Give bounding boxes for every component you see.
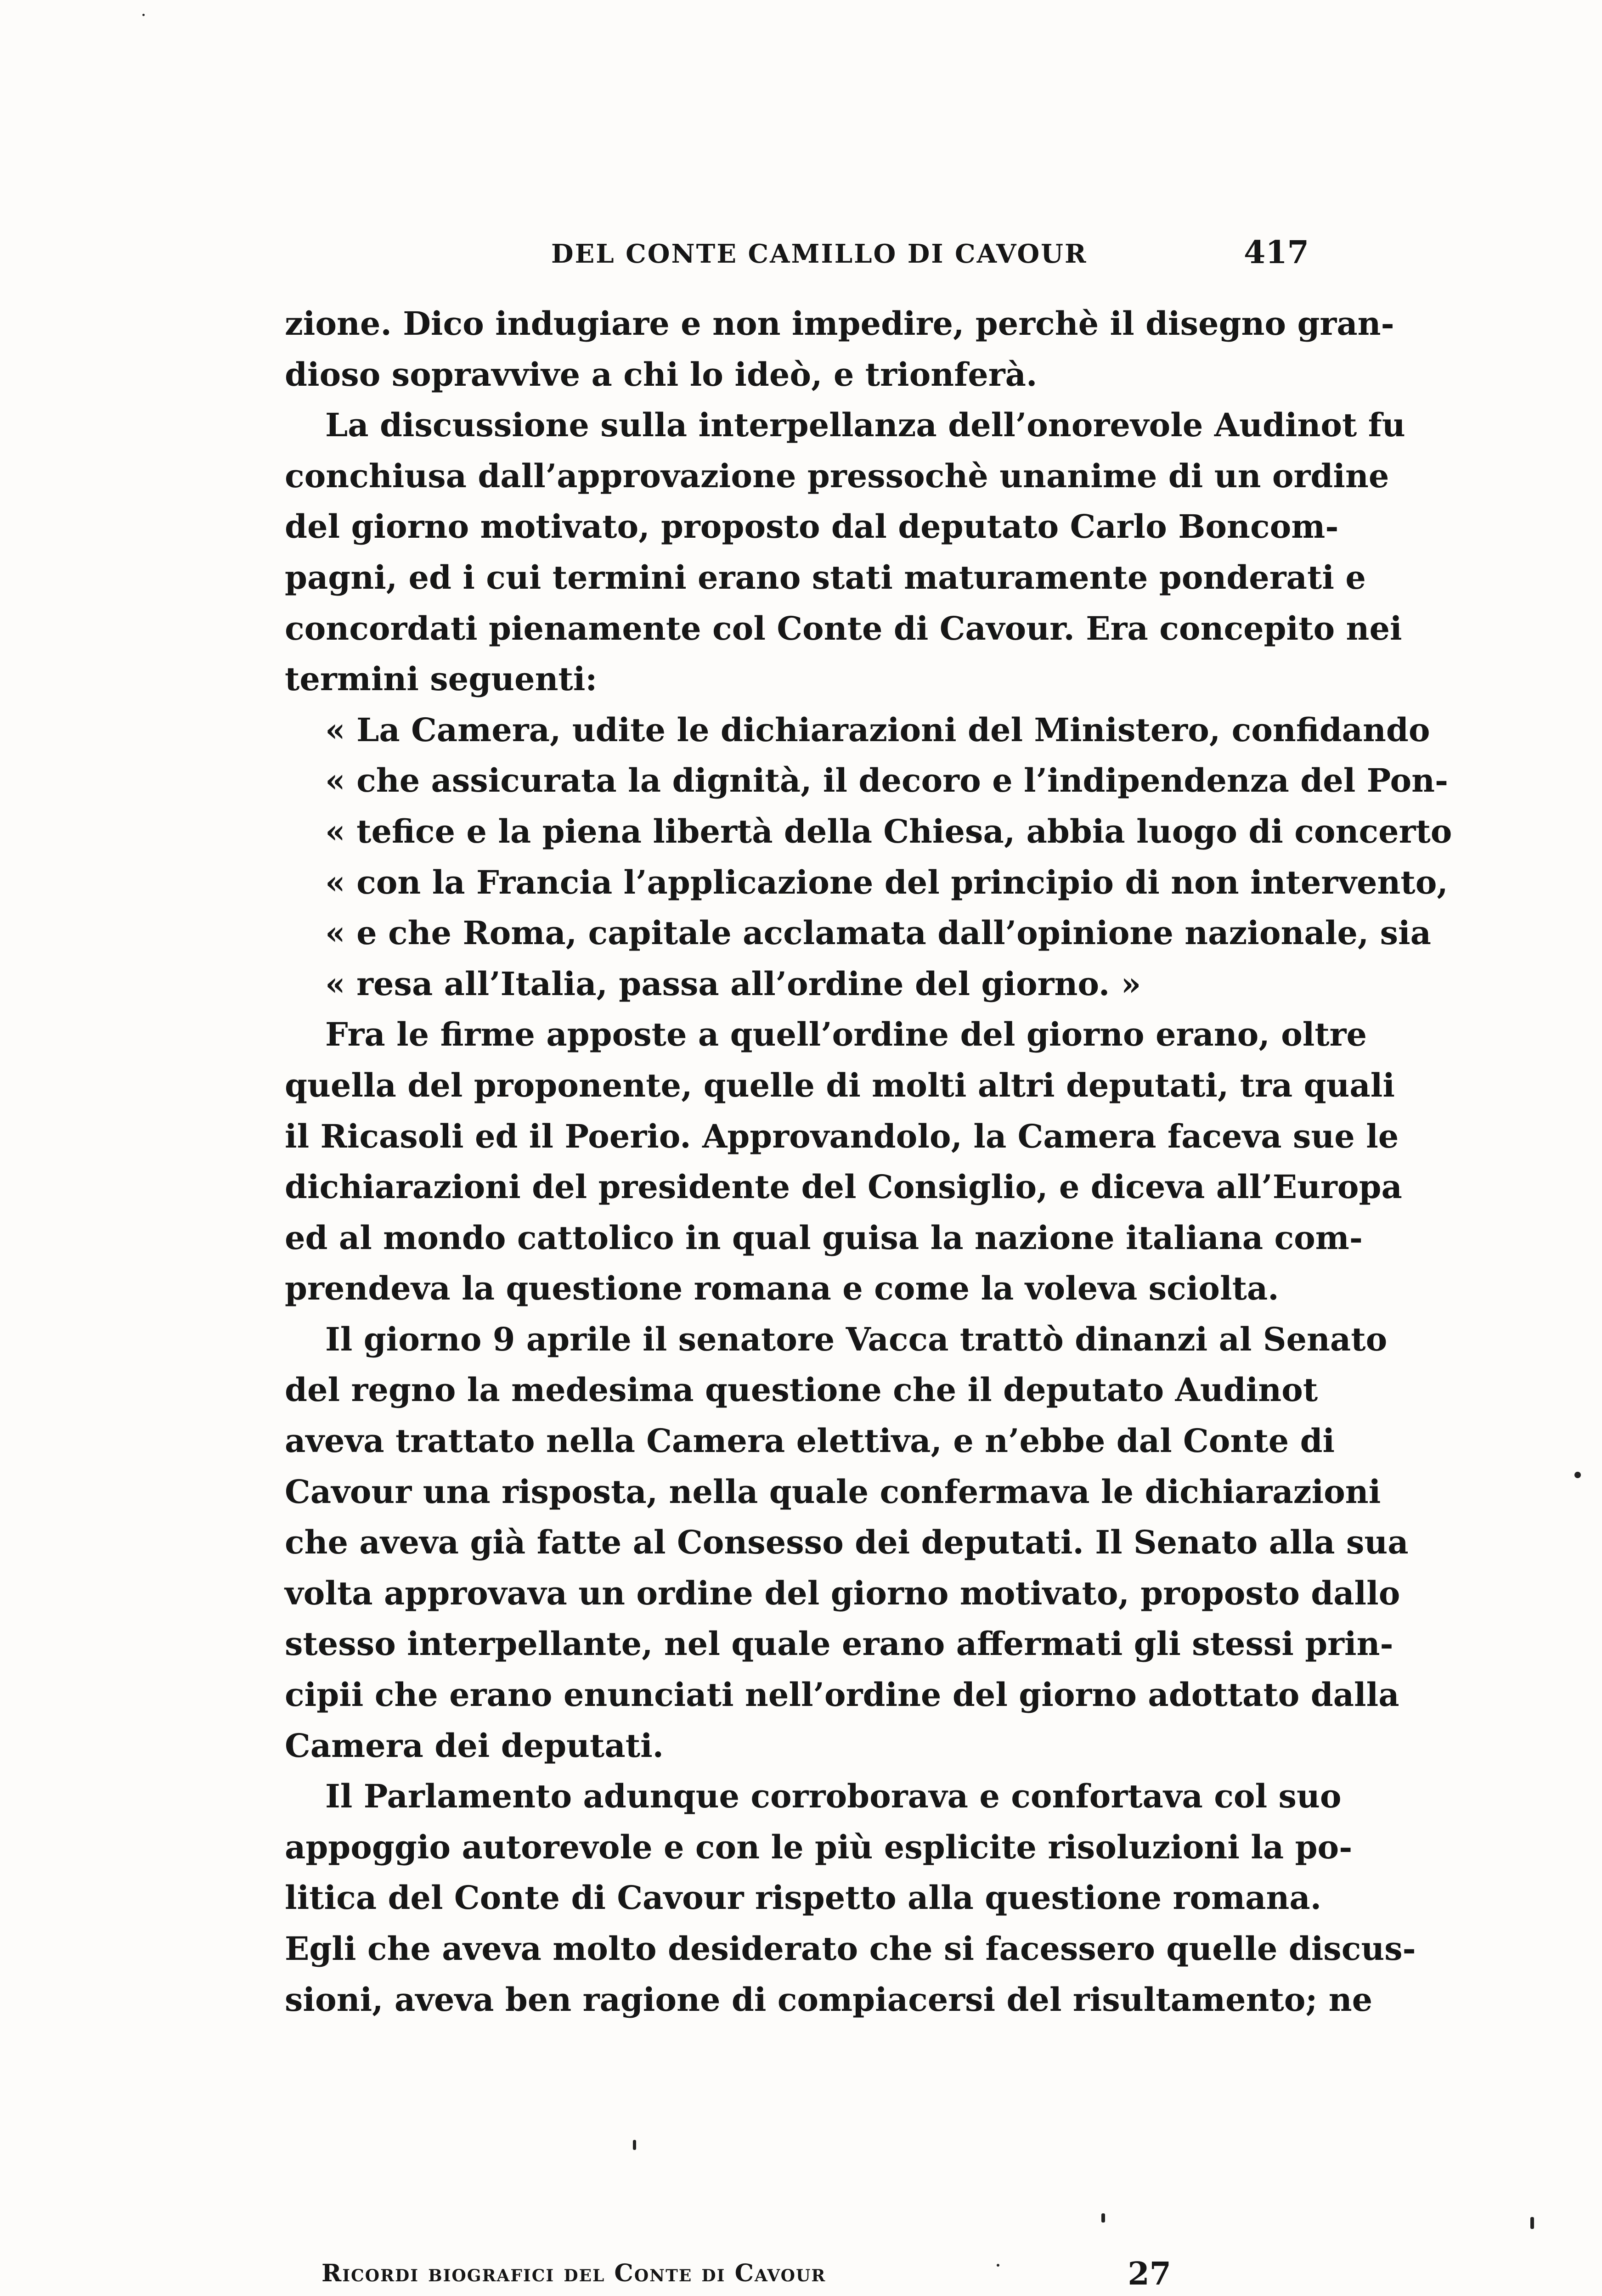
text-line: prendeva la questione romana e come la voleva sciolta. <box>285 1269 1279 1308</box>
text-line: del regno la medesima questione che il deputato Audinot <box>285 1371 1318 1409</box>
text-line: Il giorno 9 aprile il senatore Vacca trattò dinanzi al Senato <box>325 1320 1388 1358</box>
text-line: cipii che erano enunciati nell’ordine del giorno adottato dalla <box>285 1676 1399 1714</box>
text-line: dioso sopravvive a chi lo ideò, e trionferà. <box>285 355 1038 394</box>
running-title: DEL CONTE CAMILLO DI CAVOUR <box>551 239 1088 269</box>
text-line: termini seguenti: <box>285 660 598 698</box>
quote-line: « La Camera, udite le dichiarazioni del Ministero, confidando <box>325 710 1430 749</box>
body-text <box>285 298 1452 2025</box>
text-line: volta approvava un ordine del giorno motivato, proposto dallo <box>285 1574 1400 1612</box>
text-line: aveva trattato nella Camera elettiva, e n’ebbe dal Conte di <box>285 1422 1335 1460</box>
signature: Ricordi biografici del Conte di Cavour <box>322 2259 826 2287</box>
text-line: La discussione sulla interpellanza dell’onorevole Audinot fu <box>325 406 1405 445</box>
text-line: conchiusa dall’approvazione pressochè unanime di un ordine <box>285 456 1389 495</box>
quote-line: « resa all’Italia, passa all’ordine del giorno. » <box>325 964 1141 1003</box>
ink-speck <box>1101 2213 1105 2223</box>
ink-speck <box>633 2140 636 2150</box>
ink-speck <box>1530 2217 1534 2229</box>
quote-line: « con la Francia l’applicazione del principio di non intervento, <box>325 863 1448 901</box>
text-line: Cavour una risposta, nella quale confermava le dichiarazioni <box>285 1472 1381 1511</box>
quote-line: « che assicurata la dignità, il decoro e l’indipendenza del Pon- <box>325 761 1449 800</box>
text-line: Il Parlamento adunque corroborava e confortava col suo <box>325 1777 1342 1816</box>
text-line: sioni, aveva ben ragione di compiacersi del risultamento; ne <box>285 1980 1373 2019</box>
text-line: pagni, ed i cui termini erano stati maturamente ponderati e <box>285 558 1366 597</box>
text-line: appoggio autorevole e con le più esplicite risoluzioni la po- <box>285 1828 1353 1866</box>
text-line: quella del proponente, quelle di molti altri deputati, tra quali <box>285 1066 1395 1104</box>
footer-signature-line <box>322 2256 1171 2296</box>
quote-line: « tefice e la piena libertà della Chiesa, abbia luogo di concerto <box>325 812 1452 850</box>
text-line: zione. Dico indugiare e non impedire, perchè il disegno gran- <box>285 304 1394 343</box>
text-line: dichiarazioni del presidente del Consiglio, e diceva all’Europa <box>285 1168 1402 1206</box>
text-line: del giorno motivato, proposto dal deputato Carlo Boncom- <box>285 507 1339 546</box>
text-line: che aveva già fatte al Consesso dei deputati. Il Senato alla sua <box>285 1523 1409 1562</box>
text-line: litica del Conte di Cavour rispetto alla questione romana. <box>285 1879 1322 1917</box>
text-line: Egli che aveva molto desiderato che si facessero quelle discus- <box>285 1930 1416 1968</box>
signature-mark: 27 <box>1128 2256 1171 2292</box>
ink-speck <box>997 2264 999 2267</box>
ink-speck <box>142 14 145 16</box>
text-line: concordati pienamente col Conte di Cavour. Era concepito nei <box>285 609 1402 647</box>
text-line: il Ricasoli ed il Poerio. Approvandolo, la Camera faceva sue le <box>285 1117 1399 1155</box>
page-number: 417 <box>1244 234 1309 271</box>
text-line: Fra le firme apposte a quell’ordine del giorno erano, oltre <box>325 1015 1367 1054</box>
quote-line: « e che Roma, capitale acclamata dall’opinione nazionale, sia <box>325 914 1432 952</box>
text-line: stesso interpellante, nel quale erano affermati gli stessi prin- <box>285 1625 1393 1663</box>
text-line: ed al mondo cattolico in qual guisa la nazione italiana com- <box>285 1218 1363 1257</box>
ink-speck <box>1574 1472 1581 1478</box>
running-header <box>285 234 1309 276</box>
text-line: Camera dei deputati. <box>285 1726 664 1765</box>
